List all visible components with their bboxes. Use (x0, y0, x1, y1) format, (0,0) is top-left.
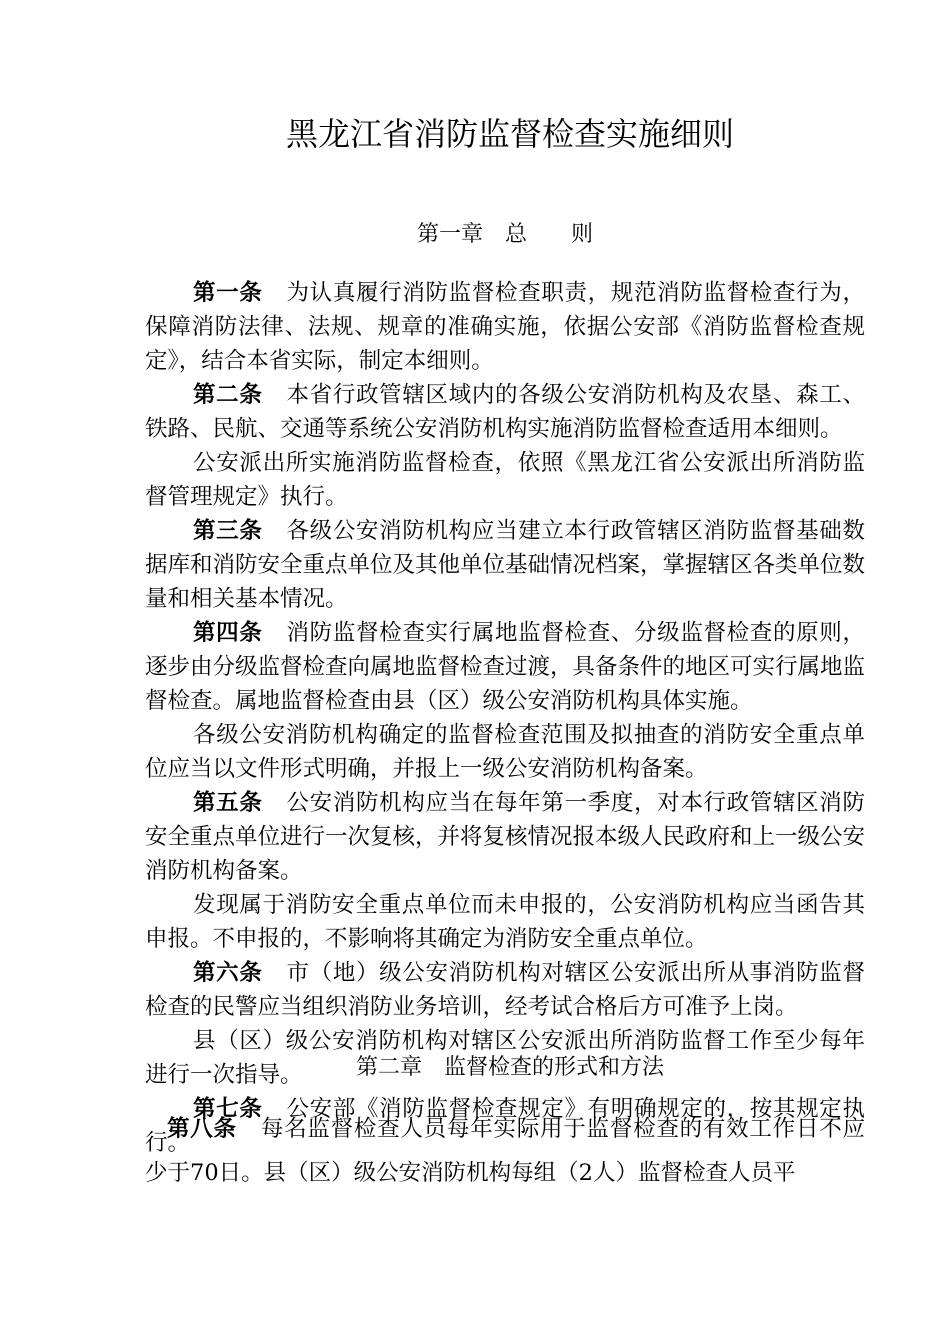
chapter-1-body (145, 276, 865, 1160)
article-2 (145, 378, 865, 446)
article-text: 每名监督检查人员每年实际用于监督检查的有效工作日不应少于70日。县（区）级公安消防机构每组（2人）监督检查人员平 (145, 1116, 865, 1186)
article-text: 市（地）级公安消防机构对辖区公安派出所从事消防监督检查的民警应当组织消防业务培训，经考试合格后方可准予上岗。 (145, 960, 865, 1020)
chapter-2-heading: 第二章 监督检查的形式和方法 (355, 1055, 664, 1080)
document-title: 黑龙江省消防监督检查实施细则 (285, 115, 734, 153)
article-3 (145, 514, 865, 616)
article-text: 各级公安消防机构应当建立本行政管辖区消防监督基础数据库和消防安全重点单位及其他单位基础情况档案，掌握辖区各类单位数量和相关基本情况。 (145, 518, 866, 612)
article-5-paragraph-2 (145, 888, 865, 956)
article-number: 第八条 (167, 1116, 237, 1142)
article-number: 第一条 (193, 280, 263, 306)
article-text: 消防监督检查实行属地监督检查、分级监督检查的原则，逐步由分级监督检查向属地监督检查过渡，具备条件的地区可实行属地监督检查。属地监督检查由县（区）级公安消防机构具体实施。 (145, 620, 866, 714)
article-1 (145, 276, 865, 378)
article-4-paragraph-2 (145, 718, 865, 786)
article-number: 第五条 (193, 790, 263, 816)
article-number: 第三条 (193, 518, 263, 544)
article-text: 为认真履行消防监督检查职责，规范消防监督检查行为，保障消防法律、法规、规章的准确实施，依据公安部《消防监督检查规定》，结合本省实际，制定本细则。 (145, 280, 865, 374)
article-6 (145, 956, 865, 1024)
article-8 (145, 1107, 865, 1195)
article-2-paragraph-2 (145, 446, 865, 514)
article-text: 公安部《消防监督检查规定》有明确规定的，按其规定执行。 (145, 1096, 865, 1156)
article-number: 第四条 (193, 620, 263, 646)
article-4 (145, 616, 865, 718)
chapter-1-heading: 第一章 总 则 (416, 222, 593, 247)
chapter-2-body (145, 1107, 865, 1195)
article-5 (145, 786, 865, 888)
article-text: 各级公安消防机构确定的监督检查范围及拟抽查的消防安全重点单位应当以文件形式明确，并报上一级公安消防机构备案。 (145, 722, 865, 782)
article-number: 第七条 (193, 1096, 263, 1122)
article-text: 发现属于消防安全重点单位而未申报的，公安消防机构应当函告其申报。不申报的，不影响将其确定为消防安全重点单位。 (145, 892, 865, 952)
article-text: 县（区）级公安消防机构对辖区公安派出所消防监督工作至少每年进行一次指导。 (145, 1028, 865, 1088)
article-number: 第二条 (193, 382, 263, 408)
article-text: 公安消防机构应当在每年第一季度，对本行政管辖区消防安全重点单位进行一次复核，并将复核情况报本级人民政府和上一级公安消防机构备案。 (145, 790, 866, 884)
article-text: 本省行政管辖区域内的各级公安消防机构及农垦、森工、铁路、民航、交通等系统公安消防机构实施消防监督检查适用本细则。 (145, 382, 865, 442)
article-text: 公安派出所实施消防监督检查，依照《黑龙江省公安派出所消防监督管理规定》执行。 (145, 450, 865, 510)
article-number: 第六条 (193, 960, 263, 986)
